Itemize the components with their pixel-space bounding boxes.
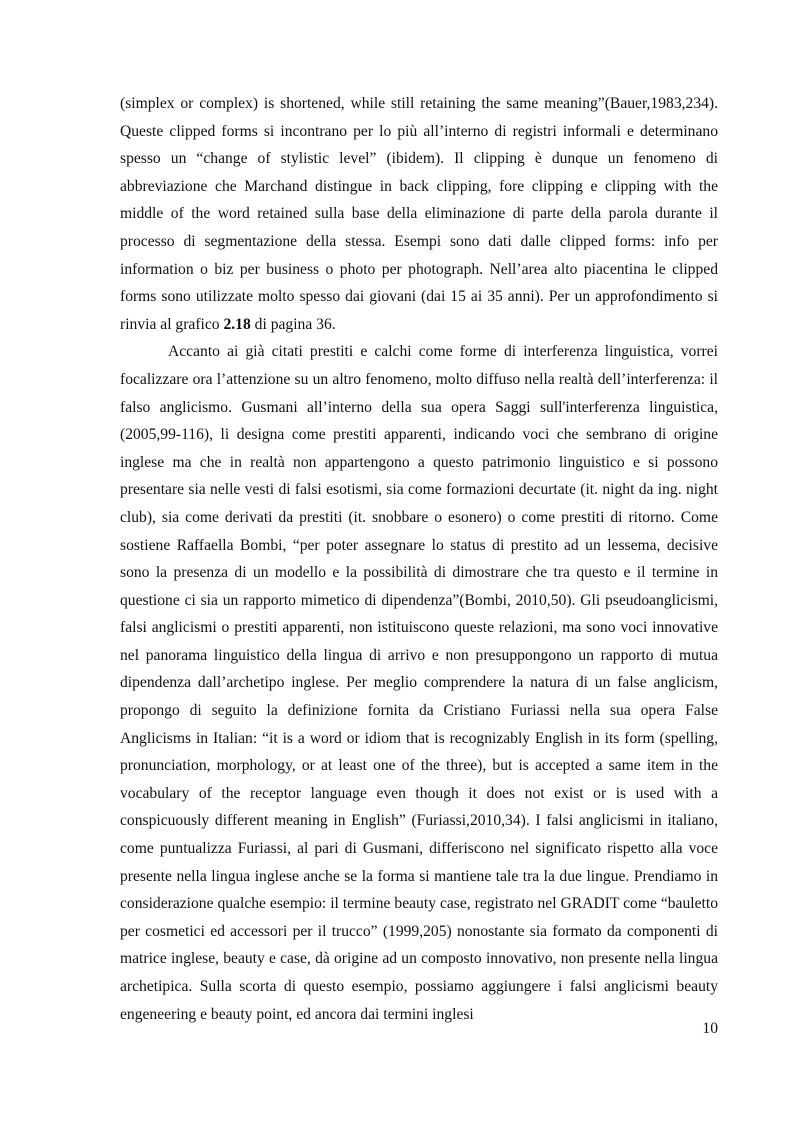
chart-reference: 2.18: [223, 315, 251, 333]
document-body: [120, 90, 718, 1028]
paragraph-clipping-end: di pagina 36.: [250, 315, 336, 333]
paragraph-clipping: [120, 90, 718, 338]
paragraph-false-anglicism: Accanto ai già citati prestiti e calchi come forme di interferenza linguistica, vorrei focalizzare ora l’attenzione su un altro fenomeno, molto diffuso nella realtà dell’interferenza: il falso anglicismo. Gusmani all’interno della sua opera Saggi sull'interferenza linguistica, (2005,99-116), li designa come prestiti apparenti, indicando voci che sembrano di origine inglese ma che in realtà non appartengono a questo patrimonio linguistico e si possono presentare sia nelle vesti di falsi esotismi, sia come formazioni decurtate (it. night da ing. night club), sia come derivati da prestiti (it. snobbare o esonero) o come prestiti di ritorno. Come sostiene Raffaella Bombi, “per poter assegnare lo status di prestito ad un lessema, decisive sono la presenza di un modello e la possibilità di dimostrare che tra questo e il termine in questione ci sia un rapporto mimetico di dipendenza”(Bombi, 2010,50). Gli pseudoanglicismi, falsi anglicismi o prestiti apparenti, non istituiscono queste relazioni, ma sono voci innovative nel panorama linguistico della lingua di arrivo e non presuppongono un rapporto di mutua dipendenza dall’archetipo inglese. Per meglio comprendere la natura di un false anglicism, propongo di seguito la definizione fornita da Cristiano Furiassi nella sua opera False Anglicisms in Italian: “it is a word or idiom that is recognizably English in its form (spelling, pronunciation, morphology, or at least one of the three), but is accepted a same item in the vocabulary of the receptor language even though it does not exist or is used with a conspicuously different meaning in English” (Furiassi,2010,34). I falsi anglicismi in italiano, come puntualizza Furiassi, al pari di Gusmani, differiscono nel significato rispetto alla voce presente nella lingua inglese anche se la forma si mantiene tale tra la due lingue. Prendiamo in considerazione qualche esempio: il termine beauty case, registrato nel GRADIT come “bauletto per cosmetici ed accessori per il trucco” (1999,205) nonostante sia formato da componenti di matrice inglese, beauty e case, dà origine ad un composto innovativo, non presente nella lingua archetipica. Sulla scorta di questo esempio, possiamo aggiungere i falsi anglicismi beauty engeneering e beauty point, ed ancora dai termini inglesi: [120, 343, 718, 1023]
page-number: 10: [702, 1020, 718, 1037]
paragraph-clipping-text: (simplex or complex) is shortened, while still retaining the same meaning”(Bauer,1983,234). Queste clipped forms si incontrano per lo più all’interno di registri informali e determinano spesso un “change of stylistic level” (ibidem). Il clipping è dunque un fenomeno di abbreviazione che Marchand distingue in back clipping, fore clipping e clipping with the middle of the word retained sulla base della eliminazione di parte della parola durante il processo di segmentazione della stessa. Esempi sono dati dalle clipped forms: info per information o biz per business o photo per photograph. Nell’area alto piacentina le clipped forms sono utilizzate molto spesso dai giovani (dai 15 ai 35 anni). Per un approfondimento si rinvia al grafico: [120, 95, 718, 333]
